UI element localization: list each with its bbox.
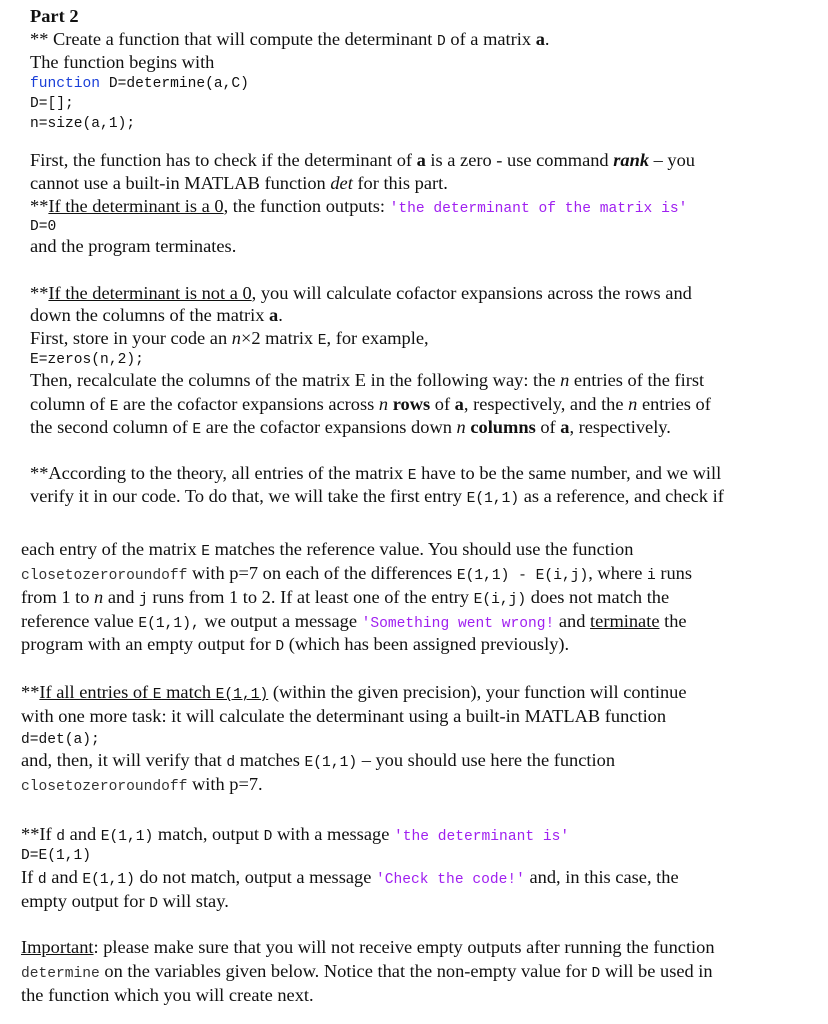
string-literal: 'Something went wrong! [361,616,555,632]
terminates-line: and the program terminates. [30,236,237,256]
text: the [659,611,687,631]
second-column-line [30,417,671,441]
text: reference value [21,611,139,631]
code-var: D [149,896,158,912]
first-column-line [30,394,711,418]
bold-word: rows [388,394,431,414]
text: – you should use here the function [357,750,616,770]
text: , the function outputs: [223,196,390,216]
check-determinant-line [30,150,695,171]
text: does not match the [526,587,670,607]
code-line-det: d=det(a); [21,732,100,748]
text: runs [655,563,693,583]
bold-var: a [560,417,570,437]
next-function-line: the function which you will create next. [21,985,314,1005]
code-line-zeros: E=zeros(n,2); [30,352,144,368]
code-var: D [275,639,285,655]
text: down the columns of the matrix [30,305,270,325]
text: – you [649,150,695,170]
recalculate-line [30,370,704,391]
italic-var: n [378,394,389,414]
text: from 1 to [21,587,95,607]
text: . [278,305,283,325]
important-line [21,937,715,958]
closeto-differences-line [21,563,692,587]
function-name: closetozeroroundoff [21,568,188,584]
no-det-line [30,173,448,194]
text: ** Create a function that will compute the determinant [30,29,438,49]
text: , respectively. [569,417,671,437]
text: with p=7 on each of the differences [187,563,457,583]
code-var: d [37,872,47,888]
bold-var: a [269,305,279,325]
code-var: E [109,399,119,415]
text: entries of the first [569,370,705,390]
italic-var: n [231,328,241,348]
underlined-word: Important [21,937,94,957]
text: with p=7. [187,774,263,794]
code-var: d [56,829,66,845]
function-name: closetozeroroundoff [21,779,188,795]
text: program with an empty output for [21,634,276,654]
text: column of [30,394,110,414]
code-line-D-zero: D=0 [30,219,57,235]
text: of a matrix [445,29,536,49]
text: of [430,394,455,414]
code-expression: E(1,1) - E(i,j) [456,568,589,584]
text: and [554,611,591,631]
italic-var: n [628,394,638,414]
code-var: D [437,34,446,50]
text: ×2 matrix [240,328,318,348]
text: matches [235,750,305,770]
code-var: E [192,422,202,438]
text: (within the given precision), your function will continue [268,682,687,702]
closeto-p7-line [21,774,263,798]
empty-output-line [21,634,569,658]
text: , respectively, and the [463,394,629,414]
text: If [21,867,38,887]
nonzero-case-line [30,283,692,304]
text: we output a message [199,611,362,631]
code-var: j [139,592,148,608]
text: : please make sure that you will not receive empty outputs after running the function [93,937,715,957]
text: and, then, it will verify that [21,750,227,770]
function-name: determine [21,966,100,982]
function-begins-line: The function begins with [30,52,215,72]
text: have to be the same number, and we will [416,463,722,483]
all-entries-match-line [21,682,687,706]
text: for this part. [352,173,448,193]
keyword: function [30,76,101,92]
italic-function: det [330,173,353,193]
code-expression: E(1,1), [138,616,200,632]
text: as a reference, and check if [519,486,724,506]
part-title: Part 2 [30,6,79,26]
code-var: E [201,544,211,560]
code-expression: E(1,1) [82,872,135,888]
italic-var: n [560,370,570,390]
underlined-condition: If all entries of [39,682,153,702]
text: of [535,417,561,437]
code-line-D-assign: D=E(1,1) [21,848,92,864]
underlined-word: terminate [590,611,660,631]
code-var: D [591,966,601,982]
bold-var: a [535,29,545,49]
text: empty output for [21,891,150,911]
text: and [103,587,139,607]
underlined-condition: If the determinant is a 0 [48,196,224,216]
determine-variables-line [21,961,713,985]
text: First, store in your code an [30,328,232,348]
string-literal: 'the determinant is' [393,829,570,845]
code-line-D-empty: D=[]; [30,96,74,112]
code-var: E [317,333,327,349]
text: , you will calculate cofactor expansions across the rows and [251,283,692,303]
code-line-function [30,74,249,95]
if-not-match-line [21,867,679,891]
string-literal: 'the determinant of the matrix is' [389,201,688,217]
text: (which has been assigned previously). [284,634,570,654]
text: the second column of [30,417,193,437]
one-more-task-line: with one more task: it will calculate the determinant using a built-in MATLAB function [21,706,667,726]
code-var: D [263,829,273,845]
text: on the variables given below. Notice that the non-empty value for [99,961,592,981]
text: with a message [272,824,394,844]
text: cannot use a built-in MATLAB function [30,173,331,193]
code-expression: E(i,j) [473,592,527,608]
text: verify it in our code. To do that, we will take the first entry [30,486,467,506]
text: , for example, [326,328,429,348]
reference-value-line [21,611,687,635]
code-var: E(1,1) [466,491,520,507]
code-expression: E(1,1) [215,687,269,703]
text: do not match, output a message [134,867,376,887]
text: First, the function has to check if the determinant of [30,150,417,170]
code-var: E [152,687,162,703]
text: each entry of the matrix [21,539,202,559]
text: . [544,29,550,49]
zero-case-line [30,196,687,220]
code-text: D=determine(a,C) [100,76,249,92]
italic-var: n [456,417,466,437]
code-var: E [407,468,417,484]
text: Then, recalculate the columns of the matrix E in the following way: the [30,370,561,390]
text: will stay. [157,891,229,911]
code-expression: E(1,1) [304,755,358,771]
code-line-n-size: n=size(a,1); [30,116,136,132]
bold-var: a [454,394,464,414]
runs-from-line [21,587,669,611]
theory-line [30,463,721,487]
text: **If [21,824,57,844]
command-name: rank [613,150,650,170]
text: matches the reference value. You should use the function [210,539,634,559]
text: **According to the theory, all entries of the matrix [30,463,408,483]
code-var: d [226,755,236,771]
underlined-condition: match [161,682,216,702]
text: are the cofactor expansions down [201,417,457,437]
down-columns-line [30,305,283,326]
verify-d-line [21,750,615,774]
underlined-condition: If the determinant is not a 0 [48,283,252,303]
each-entry-line [21,539,633,563]
code-var: i [646,568,656,584]
string-literal: 'Check the code!' [376,872,525,888]
text: and [65,824,101,844]
text: is a zero - use command [425,150,614,170]
text: ** [30,283,49,303]
text: match, output [153,824,264,844]
store-matrix-line [30,328,429,352]
text: , where [588,563,647,583]
text: runs from 1 to 2. If at least one of the entry [147,587,474,607]
text: and, in this case, the [524,867,679,887]
italic-var: n [94,587,104,607]
if-match-line [21,824,569,848]
bold-word: columns [465,417,536,437]
verify-line [30,486,724,510]
text: ** [21,682,40,702]
text: entries of [637,394,711,414]
text: ** [30,196,49,216]
intro-line [30,29,550,53]
bold-var: a [416,150,426,170]
text: and [46,867,83,887]
code-expression: E(1,1) [100,829,154,845]
text: are the cofactor expansions across [118,394,379,414]
empty-output-stay-line [21,891,229,915]
text: will be used in [600,961,713,981]
